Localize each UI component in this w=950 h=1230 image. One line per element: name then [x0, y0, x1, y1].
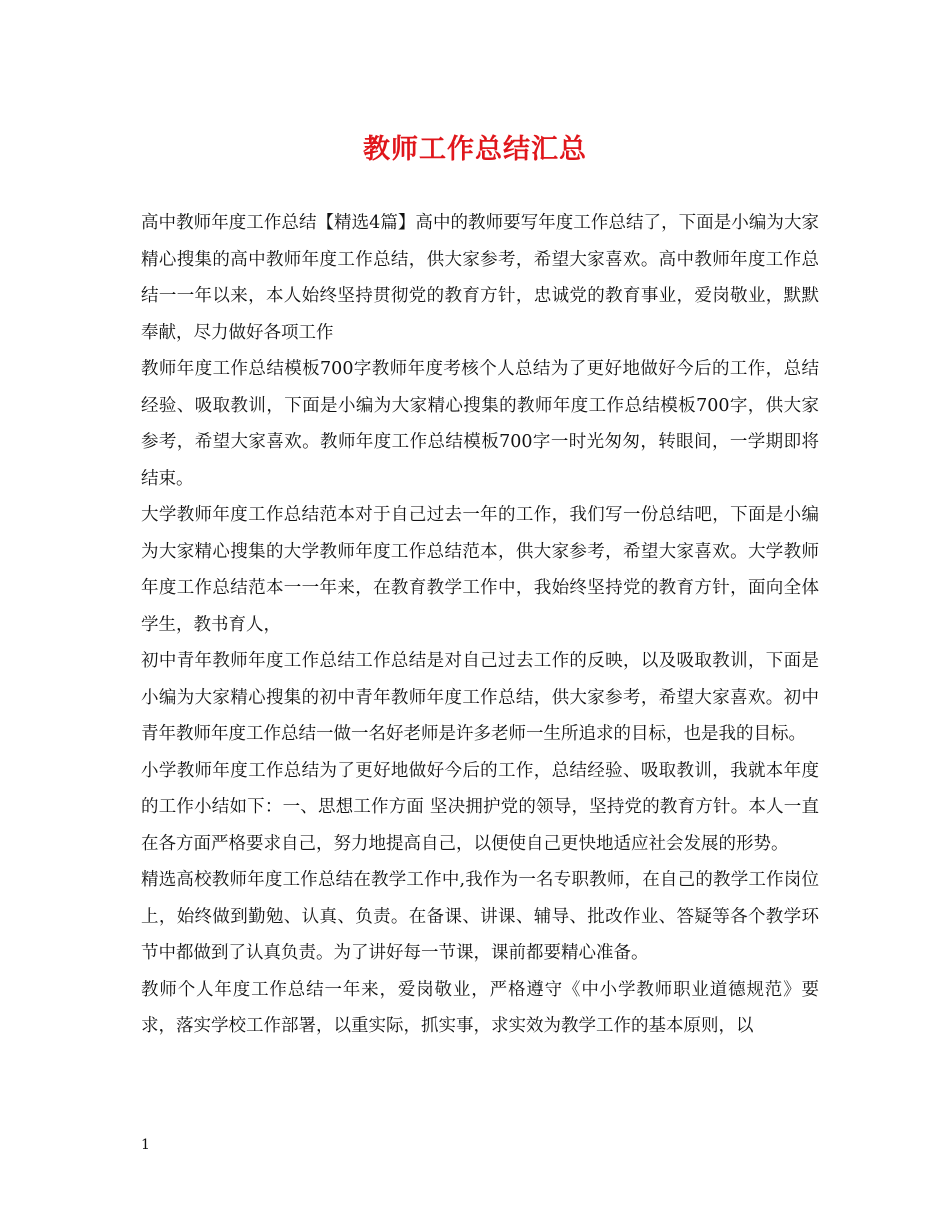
- paragraph-personal: 教师个人年度工作总结一年来，爱岗敬业，严格遵守《中小学教师职业道德规范》要求，落实学校工作部署，以重实际，抓实事，求实效为教学工作的基本原则，以: [141, 979, 819, 1036]
- paragraph-university: 大学教师年度工作总结范本对于自己过去一年的工作，我们写一份总结吧，下面是小编为大家精心搜集的大学教师年度工作总结范本，供大家参考，希望大家喜欢。大学教师年度工作总结范本一一年来，在教育教学工作中，我始终坚持党的教育方针，面向全体学生，教书育人，: [141, 505, 819, 635]
- paragraph-college: 精选高校教师年度工作总结在教学工作中,我作为一名专职教师，在自己的教学工作岗位上，始终做到勤勉、认真、负责。在备课、讲课、辅导、批改作业、答疑等各个教学环节中都做到了认真负责。为了讲好每一节课，课前都要精心准备。: [141, 870, 819, 963]
- paragraph-primary-school: 小学教师年度工作总结为了更好地做好今后的工作，总结经验、吸取教训，我就本年度的工作小结如下：一、思想工作方面 坚决拥护党的领导，坚持党的教育方针。本人一直在各方面严格要求自己，努力地提高自己，以便使自己更快地适应社会发展的形势。: [141, 760, 819, 854]
- paragraph-junior-high: 初中青年教师年度工作总结工作总结是对自己过去工作的反映，以及吸取教训，下面是小编为大家精心搜集的初中青年教师年度工作总结，供大家参考，希望大家喜欢。初中青年教师年度工作总结一做一名好老师是许多老师一生所追求的目标，也是我的目标。: [141, 651, 819, 744]
- document-title: 教师工作总结汇总: [363, 134, 587, 165]
- paragraph-template-700: 教师年度工作总结模板700字教师年度考核个人总结为了更好地做好今后的工作，总结经验、吸取教训，下面是小编为大家精心搜集的教师年度工作总结模板700字，供大家参考，希望大家喜欢。教师年度工作总结模板700字一时光匆匆，转眼间，一学期即将结束。: [141, 359, 819, 489]
- page-number: 1: [141, 1137, 150, 1153]
- paragraph-high-school: 高中教师年度工作总结【精选4篇】高中的教师要写年度工作总结了，下面是小编为大家精心搜集的高中教师年度工作总结，供大家参考，希望大家喜欢。高中教师年度工作总结一一年以来，本人始终坚持贯彻党的教育方针，忠诚党的教育事业，爱岗敬业，默默奉献，尽力做好各项工作: [141, 213, 819, 343]
- document-body: [141, 205, 819, 1045]
